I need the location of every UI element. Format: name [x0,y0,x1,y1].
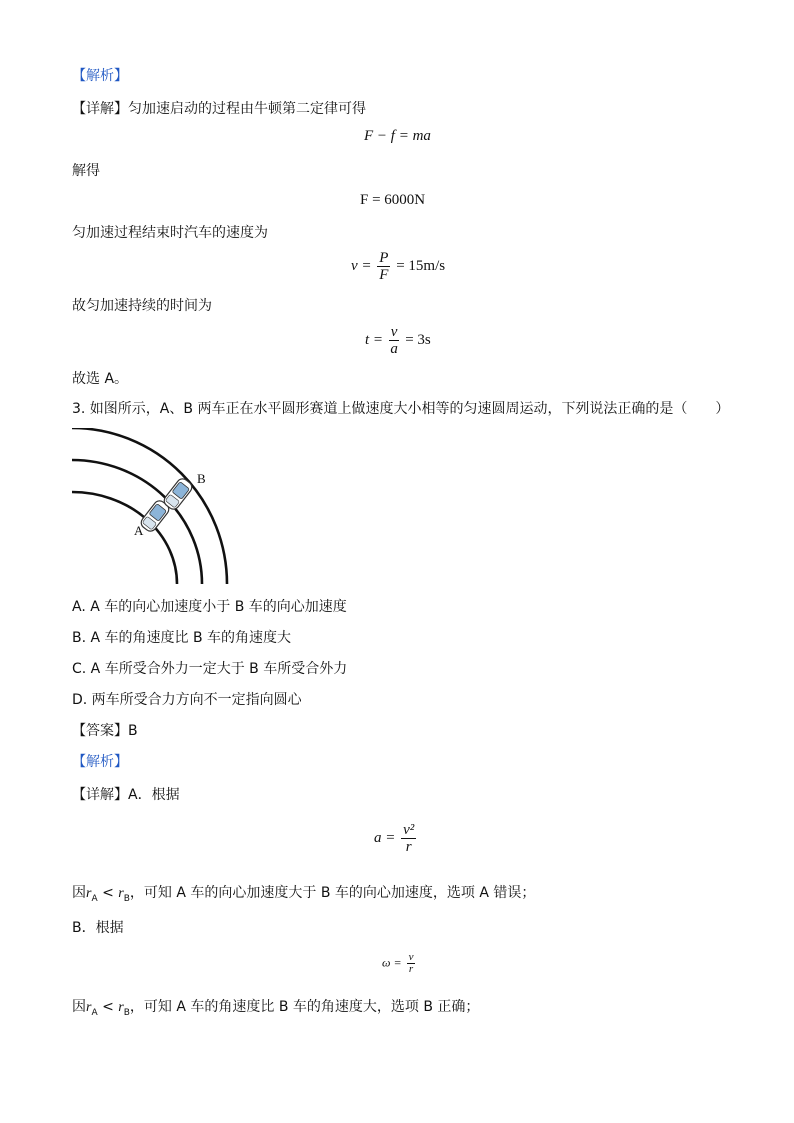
reason-a: 因$r_A < r_B$，可知 A 车的向心加速度大于 B 车的向心加速度，选项 A 错误； [72,885,536,904]
reason-b: 因$r_A < r_B$，可知 A 车的角速度比 B 车的角速度大，选项 B 正确； [72,999,480,1018]
formula-time: t = $\frac{v}{a}$ = 3s [365,324,431,357]
label-car-b: B [197,471,206,486]
detail-a-intro: 【详解】A．根据 [72,787,180,803]
formula-acceleration: a = $\frac{\text{v²}}{r}$ [374,822,415,855]
choose-a: 故选 A。 [72,371,129,387]
detail-intro: 【详解】匀加速启动的过程由牛顿第二定律可得 [72,101,366,117]
track-diagram [72,428,242,588]
label-car-a: A [134,523,144,538]
formula-omega: ω = $\frac{v}{r}$ [382,951,414,975]
outer-track-arc [72,428,227,584]
detail-b-intro: B．根据 [72,920,124,936]
solve-label: 解得 [72,163,100,179]
answer-line: 【答案】B [72,723,138,739]
option-c: C. A 车所受合外力一定大于 B 车所受合外力 [72,661,348,677]
section-heading-analysis: 【解析】 [72,68,128,84]
race-track-figure [72,428,242,592]
question-3-stem: 3. 如图所示，A、B 两车正在水平圆形赛道上做速度大小相等的匀速圆周运动，下列说法正确的是（ ） [72,401,730,417]
section-heading-analysis-2: 【解析】 [72,754,128,770]
formula-velocity: v = $\frac{P}{F}$ = 15m/s [351,250,446,283]
option-a: A. A 车的向心加速度小于 B 车的向心加速度 [72,599,347,615]
time-intro: 故匀加速持续的时间为 [72,298,212,314]
formula-newton: F − f = ma [364,128,431,144]
velocity-intro: 匀加速过程结束时汽车的速度为 [72,225,268,241]
formula-force: F = 6000N [360,192,426,208]
option-d: D. 两车所受合力方向不一定指向圆心 [72,692,302,708]
option-b: B. A 车的角速度比 B 车的角速度大 [72,630,292,646]
